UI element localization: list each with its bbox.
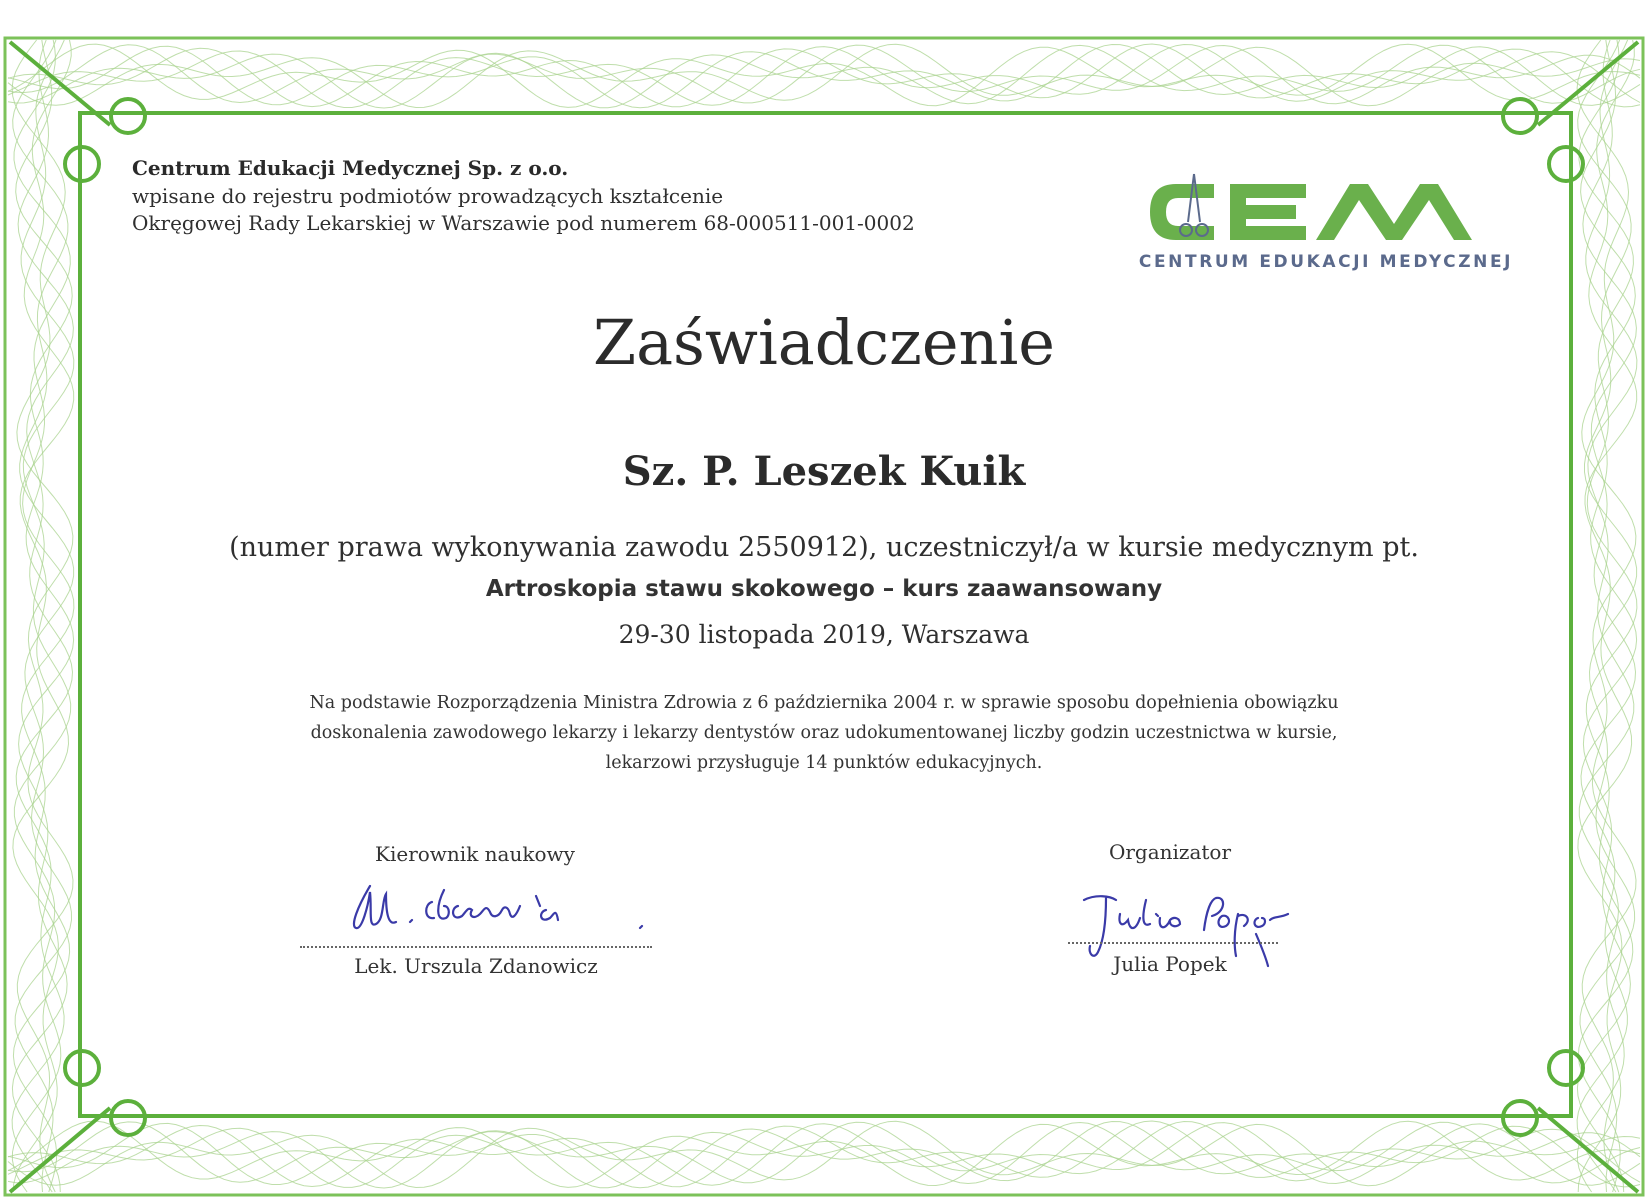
course-dates: 29-30 listopada 2019, Warszawa (618, 620, 1030, 649)
issuer-name: Centrum Edukacji Medycznej Sp. z o.o. (132, 156, 569, 180)
legal-basis-line-3: lekarzowi przysługuje 14 punktów edukacyjnych. (605, 753, 1043, 773)
logo-subtitle: CENTRUM EDUKACJI MEDYCZNEJ (1138, 252, 1514, 272)
legal-basis (0, 688, 1648, 778)
right-signature-line (1068, 942, 1278, 944)
recipient-name: Sz. P. Leszek Kuik (622, 448, 1026, 495)
logo-letter-m (1316, 184, 1472, 240)
right-signature-role: Organizator (1108, 840, 1232, 864)
left-signatory-name: Lek. Urszula Zdanowicz (354, 954, 598, 978)
guilloche-wave (8, 45, 1640, 108)
left-signature-role: Kierownik naukowy (375, 842, 575, 866)
participation-statement: (numer prawa wykonywania zawodu 2550912), uczestniczył/a w kursie medycznym pt. (229, 532, 1419, 563)
right-signatory-name: Julia Popek (1113, 952, 1227, 976)
left-handwritten-signature (340, 876, 680, 942)
course-title: Artroskopia stawu skokowego – kurs zaawansowany (485, 576, 1163, 602)
logo-letter-c (1150, 184, 1214, 240)
logo-letter-e (1230, 184, 1306, 240)
guilloche-wave (8, 1122, 1640, 1188)
left-signature-line (300, 946, 652, 948)
issuer-registry-line: wpisane do rejestru podmiotów prowadzących kształcenie (132, 184, 724, 208)
legal-basis-line-1: Na podstawie Rozporządzenia Ministra Zdrowia z 6 października 2004 r. w sprawie sposobu dopełnienia obowiązku (309, 693, 1339, 713)
certificate-title: Zaświadczenie (593, 306, 1055, 379)
legal-basis-line-2: doskonalenia zawodowego lekarzy i lekarzy dentystów oraz udokumentowanej liczby godzin uczestnictwa w kursie, (310, 723, 1338, 743)
issuer-registry-number-line: Okręgowej Rady Lekarskiej w Warszawie pod numerem 68-000511-001-0002 (132, 211, 915, 235)
